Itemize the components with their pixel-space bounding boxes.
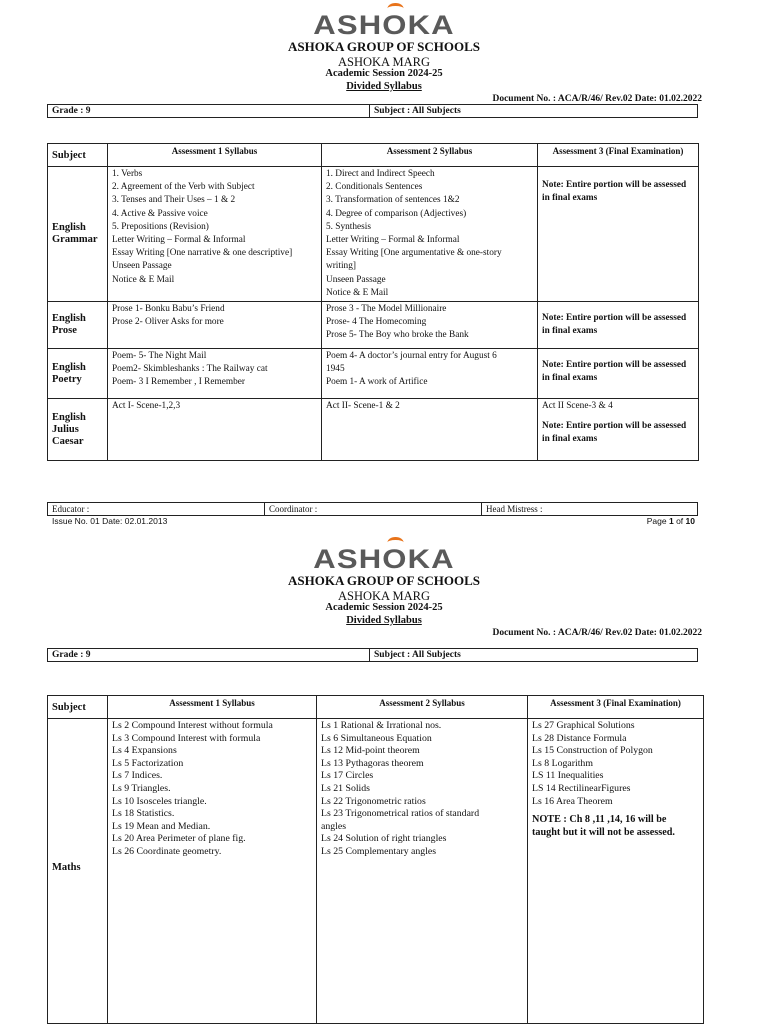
a3-cell: [528, 719, 704, 1024]
list-item: LS 14 RectilinearFigures: [532, 782, 631, 794]
col-assessment-3: Assessment 3 (Final Examination): [538, 144, 699, 167]
a3-cell: [538, 399, 699, 461]
list-item: Essay Writing [One argumentative & one-story: [326, 248, 502, 259]
signature-bar: [47, 502, 698, 516]
list-item: Prose 1- Bonku Babu’s Friend: [112, 304, 225, 315]
assessment-note: NOTE : Ch 8 ,11 ,14, 16 will be: [532, 814, 667, 826]
col-assessment-3: Assessment 3 (Final Examination): [528, 696, 704, 719]
list-item: Ls 23 Trigonometrical ratios of standard: [321, 808, 480, 820]
grade-label: Grade : 9: [52, 650, 91, 660]
list-item: Ls 8 Logarithm: [532, 757, 593, 769]
list-item: Ls 13 Pythagoras theorem: [321, 757, 424, 769]
list-item: Prose 5- The Boy who broke the Bank: [326, 330, 469, 341]
list-item: 2. Conditionals Sentences: [326, 182, 423, 193]
list-item: Poem- 3 I Remember , I Remember: [112, 377, 245, 388]
document-number: Document No. : ACA/R/46/ Rev.02 Date: 01.02.2022: [492, 628, 702, 638]
table-row: [48, 349, 699, 399]
list-item: Poem- 5- The Night Mail: [112, 351, 207, 362]
document-title: Divided Syllabus: [346, 81, 422, 92]
col-assessment-1: Assessment 1 Syllabus: [108, 144, 322, 167]
list-item: Ls 15 Construction of Polygon: [532, 745, 653, 757]
list-item: Ls 16 Area Theorem: [532, 795, 613, 807]
list-item: Poem 1- A work of Artifice: [326, 377, 428, 388]
list-item: Ls 12 Mid-point theorem: [321, 745, 420, 757]
head-mistress-label: Head Mistress :: [486, 504, 543, 514]
list-item: angles: [321, 820, 347, 832]
table-row: [48, 719, 704, 1024]
subject-label: Subject : All Subjects: [374, 106, 461, 116]
list-item: LS 11 Inequalities: [532, 770, 604, 782]
list-item: Ls 25 Complementary angles: [321, 845, 437, 857]
list-item: Poem 4- A doctor’s journal entry for August 6: [326, 351, 497, 362]
page-number: Page 1 of 10: [646, 516, 695, 526]
list-item: Notice & E Mail: [112, 274, 175, 285]
a1-cell: [108, 719, 317, 1024]
list-item: writing]: [326, 261, 356, 272]
list-item: Unseen Passage: [326, 274, 386, 285]
list-item: Ls 7 Indices.: [112, 770, 163, 782]
a2-cell: [322, 167, 538, 302]
assessment-note: in final exams: [542, 193, 598, 204]
list-item: 5. Prepositions (Revision): [112, 221, 209, 232]
document-number: Document No. : ACA/R/46/ Rev.02 Date: 01.02.2022: [492, 94, 702, 104]
a2-cell: [322, 302, 538, 349]
list-item: 4. Active & Passive voice: [112, 208, 208, 219]
list-item: Poem2- Skimbleshanks : The Railway cat: [112, 364, 268, 375]
table-row: [48, 302, 699, 349]
list-item: Essay Writing [One narrative & one descriptive]: [112, 248, 293, 259]
list-item: Ls 1 Rational & Irrational nos.: [321, 720, 442, 731]
academic-session: Academic Session 2024-25: [325, 68, 443, 79]
list-item: Prose 2- Oliver Asks for more: [112, 317, 224, 328]
school-logo: ASHOKA: [313, 10, 455, 40]
school-name: ASHOKA GROUP OF SCHOOLS: [287, 573, 481, 588]
list-item: Ls 6 Simultaneous Equation: [321, 732, 432, 744]
list-item: Ls 18 Statistics.: [112, 808, 175, 820]
issue-number: Issue No. 01 Date: 02.01.2013: [52, 516, 168, 526]
col-subject: Subject: [48, 144, 108, 167]
school-location: ASHOKA MARG: [337, 589, 431, 603]
list-item: Ls 20 Area Perimeter of plane fig.: [112, 833, 246, 845]
list-item: Ls 5 Factorization: [112, 757, 184, 769]
list-item: Ls 27 Graphical Solutions: [532, 720, 635, 731]
assessment-note: Note: Entire portion will be assessed: [542, 421, 687, 432]
a2-cell: [322, 349, 538, 399]
a1-cell: [108, 399, 322, 461]
list-item: Ls 4 Expansions: [112, 745, 177, 757]
assessment-note: Note: Entire portion will be assessed: [542, 180, 687, 190]
list-item: Ls 22 Trigonometric ratios: [321, 795, 426, 807]
list-item: Ls 28 Distance Formula: [532, 732, 627, 744]
syllabus-table-english: [47, 143, 699, 461]
list-item: Letter Writing – Formal & Informal: [112, 235, 246, 246]
list-item: 1945: [326, 364, 345, 375]
list-item: 3. Transformation of sentences 1&2: [326, 195, 460, 206]
grade-subject-bar: [47, 648, 698, 662]
list-item: Act II Scene-3 & 4: [542, 401, 613, 412]
list-item: Unseen Passage: [112, 261, 172, 272]
syllabus-table-maths: [47, 695, 704, 1024]
school-location: ASHOKA MARG: [337, 55, 431, 69]
a1-cell: [108, 349, 322, 399]
list-item: Ls 26 Coordinate geometry.: [112, 845, 222, 857]
list-item: Ls 3 Compound Interest with formula: [112, 732, 261, 744]
list-item: 3. Tenses and Their Uses – 1 & 2: [112, 195, 236, 206]
list-item: Ls 24 Solution of right triangles: [321, 833, 447, 845]
col-assessment-2: Assessment 2 Syllabus: [317, 696, 528, 719]
school-name: ASHOKA GROUP OF SCHOOLS: [287, 39, 481, 54]
table-row: [48, 167, 699, 302]
list-item: Act I- Scene-1,2,3: [112, 401, 181, 412]
a2-cell: [322, 399, 538, 461]
list-item: Act II- Scene-1 & 2: [326, 401, 400, 412]
document-title: Divided Syllabus: [346, 615, 422, 626]
list-item: Ls 21 Solids: [321, 782, 370, 794]
school-logo: ASHOKA: [313, 544, 455, 574]
assessment-note: Note: Entire portion will be assessed: [542, 360, 687, 371]
a1-cell: [108, 302, 322, 349]
a3-cell: [538, 167, 699, 302]
table-header-row: [48, 696, 704, 719]
assessment-note: in final exams: [542, 373, 598, 384]
list-item: Prose- 4 The Homecoming: [326, 317, 427, 328]
list-item: Ls 19 Mean and Median.: [112, 820, 211, 832]
a3-cell: [538, 302, 699, 349]
coordinator-label: Coordinator :: [269, 504, 318, 514]
list-item: Ls 10 Isosceles triangle.: [112, 795, 207, 807]
educator-label: Educator :: [52, 504, 90, 514]
a1-cell: [108, 167, 322, 302]
a3-cell: [538, 349, 699, 399]
table-header-row: [48, 144, 699, 167]
list-item: Ls 9 Triangles.: [112, 782, 171, 794]
document-page-2: [0, 534, 768, 1024]
assessment-note: in final exams: [542, 326, 598, 337]
a2-cell: [317, 719, 528, 1024]
assessment-note: Note: Entire portion will be assessed: [542, 313, 687, 324]
grade-label: Grade : 9: [52, 106, 91, 116]
subject-label: Subject : All Subjects: [374, 650, 461, 660]
list-item: Notice & E Mail: [326, 287, 389, 298]
list-item: Prose 3 - The Model Millionaire: [326, 304, 447, 315]
list-item: 1. Verbs: [112, 169, 143, 179]
list-item: 5. Synthesis: [326, 221, 371, 232]
assessment-note: in final exams: [542, 434, 598, 445]
subject-cell: English Julius Caesar: [48, 399, 108, 461]
list-item: Letter Writing – Formal & Informal: [326, 235, 460, 246]
subject-cell: English Grammar: [48, 167, 108, 302]
assessment-note: taught but it will not be assessed.: [532, 826, 675, 838]
subject-cell: English Prose: [48, 302, 108, 349]
list-item: 1. Direct and Indirect Speech: [326, 169, 435, 179]
list-item: Ls 17 Circles: [321, 770, 374, 782]
subject-cell: English Poetry: [48, 349, 108, 399]
grade-subject-bar: [47, 104, 698, 118]
subject-cell: Maths: [48, 719, 108, 1024]
list-item: 2. Agreement of the Verb with Subject: [112, 182, 255, 193]
list-item: Ls 2 Compound Interest without formula: [112, 720, 273, 731]
academic-session: Academic Session 2024-25: [325, 602, 443, 613]
col-subject: Subject: [48, 696, 108, 719]
table-row: [48, 399, 699, 461]
list-item: 4. Degree of comparison (Adjectives): [326, 208, 467, 219]
col-assessment-1: Assessment 1 Syllabus: [108, 696, 317, 719]
col-assessment-2: Assessment 2 Syllabus: [322, 144, 538, 167]
